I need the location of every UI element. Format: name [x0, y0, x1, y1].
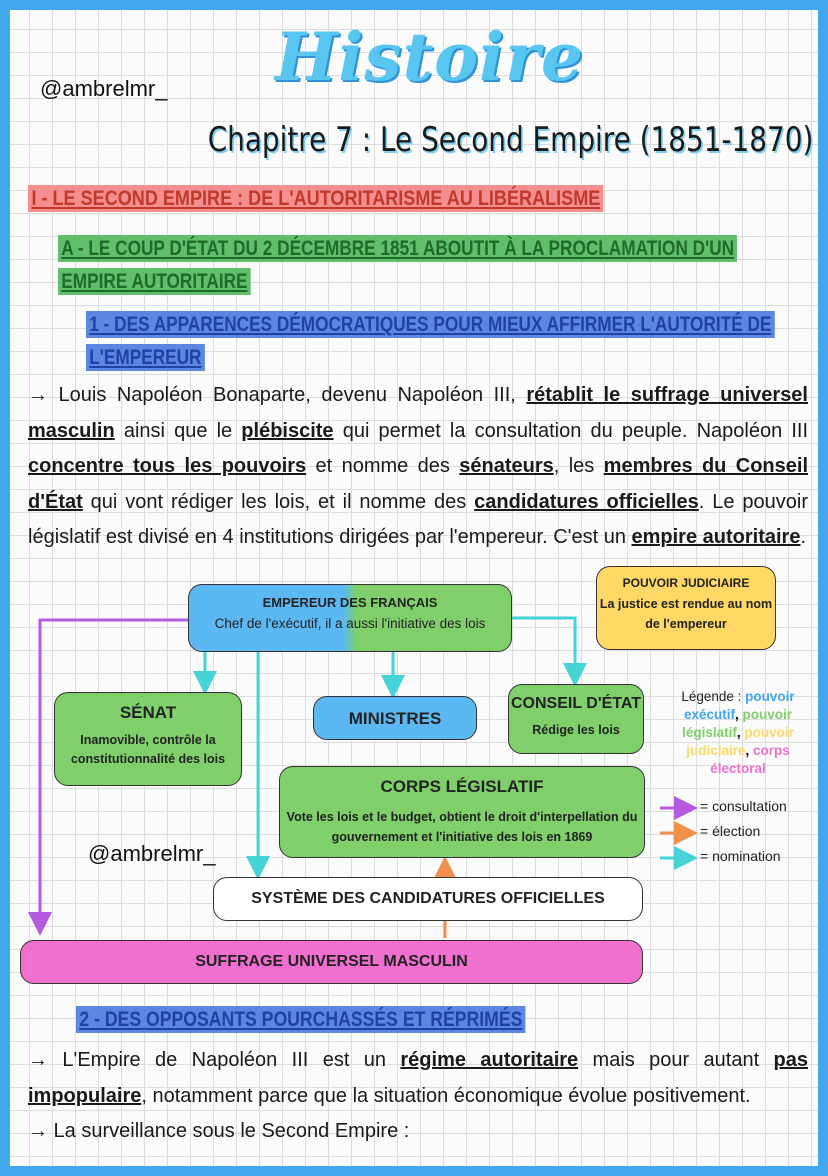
senat-desc: Inamovible, contrôle la constitutionnalité des lois [70, 733, 226, 766]
legend-judiciaire: pouvoir judiciaire [686, 725, 794, 758]
empereur-box [188, 584, 512, 652]
p1-text: qui permet la consultation du peuple. Napoléon III [333, 419, 808, 442]
legend-corps-electoral: corps électoral [710, 743, 790, 776]
paragraph-surveillance: → La surveillance sous le Second Empire : [28, 1120, 410, 1142]
author-handle-mid: @ambrelmr_ [88, 841, 216, 866]
p2-bold: régime autoritaire [400, 1049, 579, 1071]
conseil-title: CONSEIL D'ÉTAT [510, 695, 642, 712]
legend-label: Légende : [681, 689, 746, 704]
p1-bold: membres du Conseil d'État [28, 455, 809, 513]
chapter-title: Chapitre 7 : Le Second Empire (1851-1870) [207, 120, 814, 160]
paragraph-regime [28, 1043, 808, 1114]
subject-title: Histoire [275, 18, 584, 96]
legend-election: = élection [700, 823, 761, 839]
p1-text: , les [553, 455, 604, 477]
conseil-desc: Rédige les lois [532, 723, 620, 737]
p1-text: . [800, 526, 807, 548]
conseil-etat-box [508, 684, 644, 754]
judiciaire-title: POUVOIR JUDICIAIRE [622, 576, 750, 590]
p2-text: , notamment parce que la situation économique évolue positivement. [141, 1084, 751, 1107]
empereur-desc: Chef de l'exécutif, il a aussi l'initiative des lois [214, 616, 486, 631]
p1-text: . Le pouvoir législatif est divisé en 4 institutions dirigées par l'empereur. C'est un [28, 490, 808, 548]
section-heading-1-text: I - LE SECOND EMPIRE : DE L'AUTORITARISME AU LIBÉRALISME [28, 185, 604, 212]
p1-bold: plébiscite [241, 419, 334, 442]
legend-nomination: = nomination [700, 848, 781, 864]
pouvoir-judiciaire-box [596, 566, 776, 650]
suffrage-universel-box [20, 940, 643, 984]
legend-executif: pouvoir exécutif [683, 689, 795, 722]
legend: Légende : pouvoir exécutif, pouvoir législatif, pouvoir judiciaire, corps électoral [681, 689, 795, 776]
judiciaire-desc: La justice est rendue au nom de l'empereur [599, 597, 773, 631]
senat-title: SÉNAT [119, 703, 177, 722]
p1-bold: candidatures officielles [474, 490, 699, 513]
p2-text: mais pour autant [578, 1049, 774, 1071]
p1-text: qui vont rédiger les lois, et il nomme des [82, 490, 475, 513]
senat-box [54, 692, 242, 786]
subsection-heading-1-text: 1 - DES APPARENCES DÉMOCRATIQUES POUR MIEUX AFFIRMER L'AUTORITÉ DE L'EMPEREUR [86, 311, 775, 371]
subsection-heading-2-text: 2 - DES OPPOSANTS POURCHASSÉS ET RÉPRIMÉS [76, 1006, 526, 1033]
arrow-nomination-conseil [512, 618, 575, 675]
candid-title: SYSTÈME DES CANDIDATURES OFFICIELLES [251, 890, 605, 907]
author-handle: @ambrelmr_ [40, 76, 168, 101]
ministres-title: MINISTRES [348, 709, 442, 728]
candidatures-officielles-box [213, 877, 643, 921]
legend-consultation: = consultation [700, 798, 787, 814]
section-heading-a-text: A - LE COUP D'ÉTAT DU 2 DÉCEMBRE 1851 ABOUTIT À LA PROCLAMATION D'UN EMPIRE AUTORITAIRE [58, 235, 737, 295]
ministres-box [313, 696, 477, 740]
corps-desc: Vote les lois et le budget, obtient le droit d'interpellation du gouvernement et l'initiative des lois en 1869 [286, 810, 638, 844]
p2-bold: pas impopulaire [28, 1049, 808, 1107]
legend-legislatif: pouvoir législatif [682, 707, 793, 740]
empereur-title: EMPEREUR DES FRANÇAIS [262, 595, 438, 610]
p1-bold: empire autoritaire [631, 526, 801, 548]
p1-bold: concentre tous les pouvoirs [28, 455, 307, 477]
subsection-heading-2 [76, 1003, 530, 1036]
corps-legislatif-box [279, 766, 645, 858]
corps-title: CORPS LÉGISLATIF [380, 777, 544, 796]
p1-text: → Louis Napoléon Bonaparte, devenu Napoléon III, [28, 384, 527, 406]
p1-text: ainsi que le [114, 419, 242, 442]
p1-bold: sénateurs [459, 455, 554, 477]
p1-text: et nomme des [306, 455, 460, 477]
suffrage-title: SUFFRAGE UNIVERSEL MASCULIN [195, 953, 468, 970]
p2-text: → L'Empire de Napoléon III est un [28, 1049, 401, 1071]
p1-bold: rétablit le suffrage universel masculin [28, 384, 808, 442]
